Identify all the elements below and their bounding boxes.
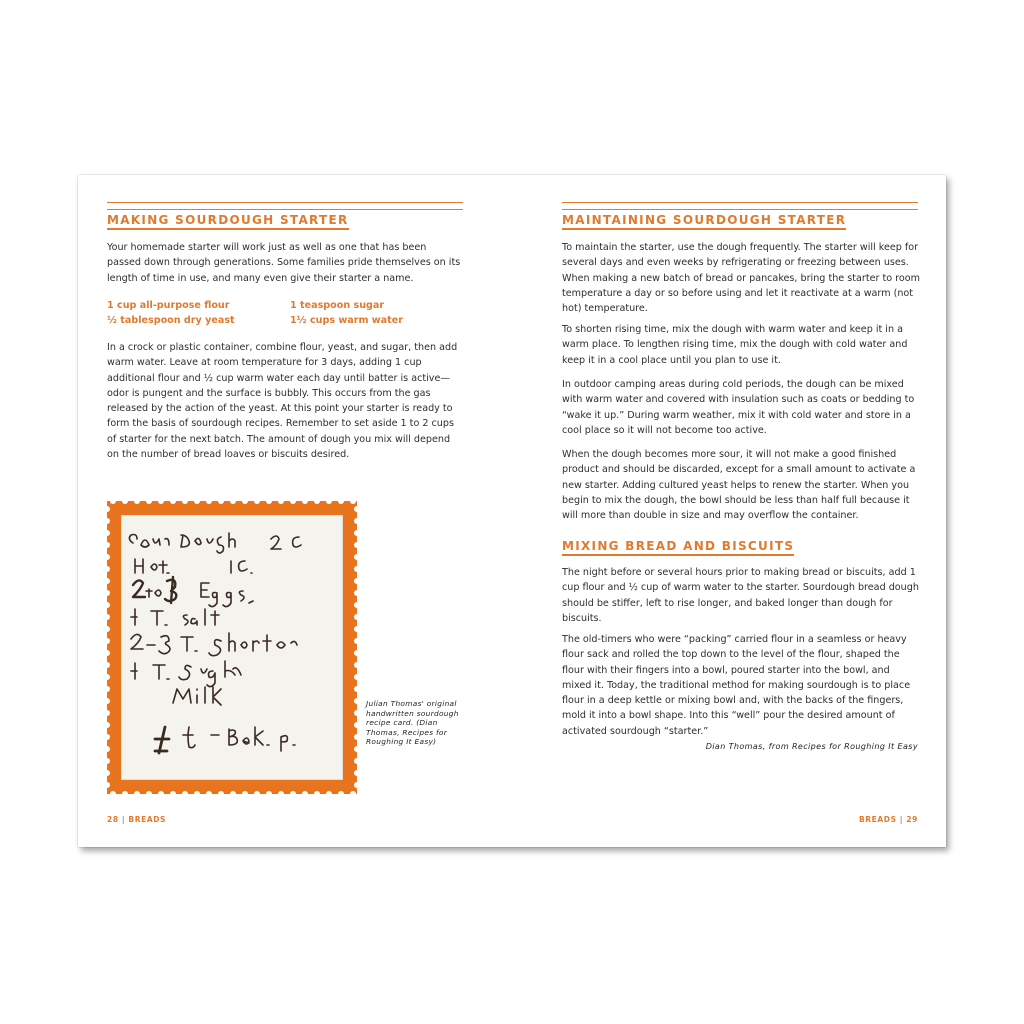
heading-rule xyxy=(562,202,918,210)
section-heading: MAKING SOURDOUGH STARTER xyxy=(107,213,349,230)
body-paragraph: The night before or several hours prior to making bread or biscuits, add 1 cup flour and ½ cup of warm water to the starter. Sourdough bread dough should be stiffer, left to rise longer, and baked longer than dough for biscuits. xyxy=(562,567,919,624)
body-paragraph: The old-timers who were “packing” carried flour in a seamless or heavy flour sack and rolled the top down to the level of the flour, shaped the flour with their fingers into a bowl, poured starter into the bowl, and mixed it. Today, the traditional method for making sourdough is to place flour in a deep kettle or mixing bowl and, with the backs of the fingers, mold it into a bowl shape. Into this “well” pour the desired amount of activated sourdough “starter.” xyxy=(562,634,911,737)
recipe-card-photo xyxy=(107,501,357,794)
ingredient-item: 1½ cups warm water xyxy=(290,315,403,326)
photo-caption: Julian Thomas' original handwritten sourdough recipe card. (Dian Thomas, Recipes for Roughing It Easy) xyxy=(366,699,459,747)
page-number-left: 28 | BREADS xyxy=(107,815,167,824)
body-paragraph: In outdoor camping areas during cold periods, the dough can be mixed with warm water and covered with insulation such as coats or bedding to “wake it up.” During warm weather, mix it with cold water and store in a cool place so it will not become too active. xyxy=(562,379,915,436)
ingredient-item: 1 teaspoon sugar xyxy=(290,300,385,311)
page-number-right: BREADS | 29 xyxy=(858,815,918,824)
source-attribution: Dian Thomas, from Recipes for Roughing It Easy xyxy=(705,742,918,751)
handwriting-image xyxy=(121,515,343,780)
section-heading: MIXING BREAD AND BISCUITS xyxy=(562,539,794,556)
intro-paragraph: Your homemade starter will work just as well as one that has been passed down through generations. Some families pride themselves on its length of time in use, and many even give their starter a name. xyxy=(107,242,461,284)
ingredient-item: ½ tablespoon dry yeast xyxy=(107,315,235,326)
handwritten-recipe-card xyxy=(121,515,343,780)
heading-rule xyxy=(107,202,463,210)
body-paragraph: To shorten rising time, mix the dough with warm water and keep it in a warm place. To lengthen rising time, mix the dough with cold water and keep it in a cool place until you plan to use it. xyxy=(562,324,908,366)
right-page xyxy=(512,175,946,847)
section-heading: MAINTAINING SOURDOUGH STARTER xyxy=(562,213,846,230)
book-spread xyxy=(78,175,946,847)
method-paragraph: In a crock or plastic container, combine flour, yeast, and sugar, then add warm water. Leave at room temperature for 3 days, adding 1 cup additional flour and ½ cup warm water each day until batter is active—odor is pungent and the surface is bubbly. This occurs from the gas released by the action of the yeast. At this point your starter is ready to form the basis of sourdough recipes. Remember to set aside 1 to 2 cups of starter for the next batch. The amount of dough you mix will depend on the number of bread loaves or biscuits desired. xyxy=(107,342,458,461)
left-page xyxy=(78,175,512,847)
body-paragraph: To maintain the starter, use the dough frequently. The starter will keep for several days and even weeks by refrigerating or freezing between uses. When making a new batch of bread or pancakes, bring the starter to room temperature a day or so before using and let it reactivate at a warm (not hot) temperature. xyxy=(562,242,920,315)
body-paragraph: When the dough becomes more sour, it will not make a good finished product and should be discarded, except for a small amount to activate a new starter. Adding cultured yeast helps to renew the starter. When you begin to mix the dough, the bowl should be less than half full because it will more than double in size and may overflow the container. xyxy=(562,449,916,522)
ingredient-item: 1 cup all-purpose flour xyxy=(107,300,230,311)
